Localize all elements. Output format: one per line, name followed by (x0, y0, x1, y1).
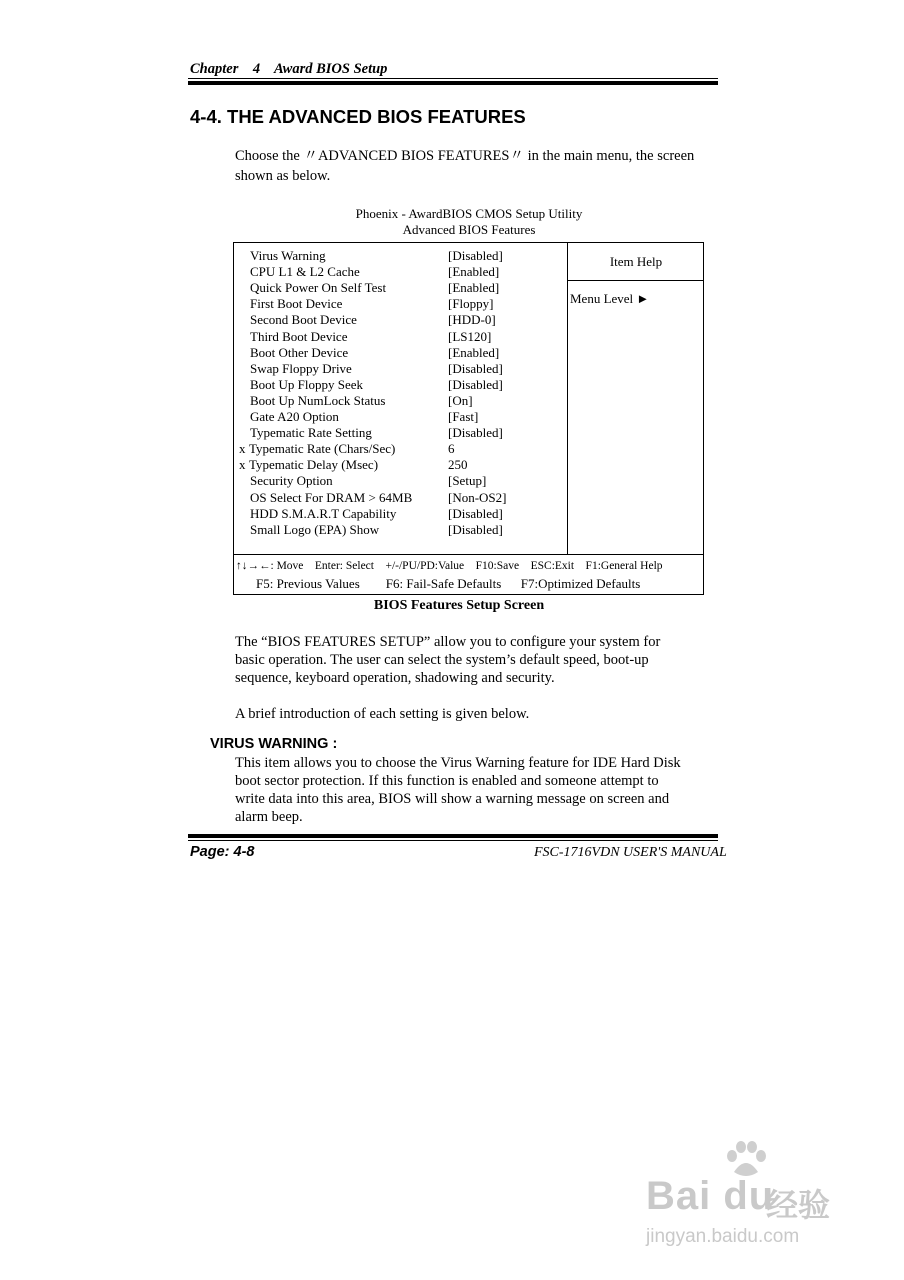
setting-value: [Disabled] (448, 425, 503, 441)
setting-label: Swap Floppy Drive (250, 360, 352, 376)
bios-utility-title: Phoenix - AwardBIOS CMOS Setup Utility (355, 206, 583, 221)
page-number: Page: 4-8 (190, 844, 255, 860)
setting-value: [Setup] (448, 473, 487, 489)
setting-value: [On] (448, 392, 473, 408)
setting-label: Security Option (250, 473, 333, 489)
setting-value: [Enabled] (448, 280, 500, 296)
item-help-title: Item Help (609, 254, 663, 269)
manual-name: FSC-1716VDN USER'S MANUAL (534, 845, 727, 860)
bios-keys-line-2: F5: Previous Values F6: Fail-Safe Defaults F7:Optimized Defaults (256, 576, 641, 591)
setting-label: Typematic Rate (Chars/Sec) (249, 441, 396, 457)
body-p1-line-1: The “BIOS FEATURES SETUP” allow you to configure your system for (235, 634, 661, 650)
setting-value: [Enabled] (448, 264, 500, 280)
body-p3-line-2: boot sector protection. If this function is enabled and someone attempt to (235, 773, 659, 789)
disabled-mark: x (239, 457, 246, 473)
setting-label: OS Select For DRAM > 64MB (250, 489, 413, 505)
setting-label: HDD S.M.A.R.T Capability (250, 505, 397, 521)
setting-value: [Non-OS2] (448, 489, 507, 505)
header-rule-thick (188, 81, 718, 85)
setting-label: Quick Power On Self Test (250, 280, 387, 296)
watermark-cn: 经验 (766, 1187, 831, 1223)
disabled-mark: x (239, 441, 246, 457)
intro-line-2: shown as below. (235, 168, 331, 184)
setting-label: Typematic Delay (Msec) (249, 457, 379, 473)
setting-label: Small Logo (EPA) Show (250, 521, 380, 537)
body-p1-line-2: basic operation. The user can select the system’s default speed, boot-up (235, 652, 649, 668)
setting-value: [Disabled] (448, 376, 503, 392)
setting-value: [Disabled] (448, 248, 503, 263)
setting-label: Gate A20 Option (250, 409, 339, 424)
setting-value: [Disabled] (448, 505, 503, 521)
body-p1-line-3: sequence, keyboard operation, shadowing and security. (235, 670, 555, 686)
setting-label: Third Boot Device (250, 328, 348, 344)
watermark-brand: Bai du (646, 1174, 775, 1218)
baidu-watermark (640, 1140, 860, 1260)
paw-icon (724, 1140, 768, 1178)
setting-label: Typematic Rate Setting (250, 425, 372, 441)
menu-level: Menu Level ► (570, 291, 650, 306)
setting-value: 6 (448, 441, 455, 457)
setting-value: [Fast] (448, 409, 479, 424)
footer-rule-thin (188, 840, 718, 841)
body-p3-line-3: write data into this area, BIOS will show a warning message on screen and (235, 791, 670, 807)
bios-screen-title: Advanced BIOS Features (402, 222, 536, 237)
section-title: 4-4. THE ADVANCED BIOS FEATURES (190, 106, 526, 127)
setting-label: Second Boot Device (250, 312, 357, 328)
setting-label: Boot Up Floppy Seek (250, 376, 364, 392)
chapter-header: Chapter 4 Award BIOS Setup (190, 61, 388, 77)
setting-label: Virus Warning (250, 248, 326, 263)
figure-caption: BIOS Features Setup Screen (373, 598, 545, 613)
setting-value: [Disabled] (448, 360, 503, 376)
setting-value: [HDD-0] (448, 312, 496, 328)
bios-keys-line-1: ↑↓→←: Move Enter: Select +/-/PU/PD:Value F10:Save ESC:Exit F1:General Help (236, 560, 663, 572)
bios-help-divider (567, 242, 568, 554)
intro-line-1: Choose the 〃ADVANCED BIOS FEATURES〃 in the main menu, the screen (235, 148, 695, 164)
setting-label: CPU L1 & L2 Cache (250, 264, 360, 280)
watermark-url: jingyan.baidu.com (646, 1226, 800, 1247)
body-p3-line-4: alarm beep. (235, 809, 303, 825)
footer-rule-thick (188, 834, 718, 838)
bios-help-header-rule (567, 280, 704, 281)
setting-label: Boot Other Device (250, 344, 349, 360)
setting-value: [Floppy] (448, 296, 494, 312)
body-p2: A brief introduction of each setting is given below. (235, 706, 530, 722)
setting-label: Boot Up NumLock Status (250, 392, 386, 408)
setting-value: [Enabled] (448, 344, 500, 360)
setting-value: [Disabled] (448, 521, 503, 537)
setting-value: 250 (448, 457, 468, 473)
virus-warning-heading: VIRUS WARNING : (210, 736, 338, 752)
setting-label: First Boot Device (250, 296, 343, 312)
setting-value: [LS120] (448, 328, 492, 344)
header-rule-thin (188, 78, 718, 79)
bios-keys-rule (233, 554, 704, 555)
body-p3-line-1: This item allows you to choose the Virus Warning feature for IDE Hard Disk (235, 755, 681, 771)
